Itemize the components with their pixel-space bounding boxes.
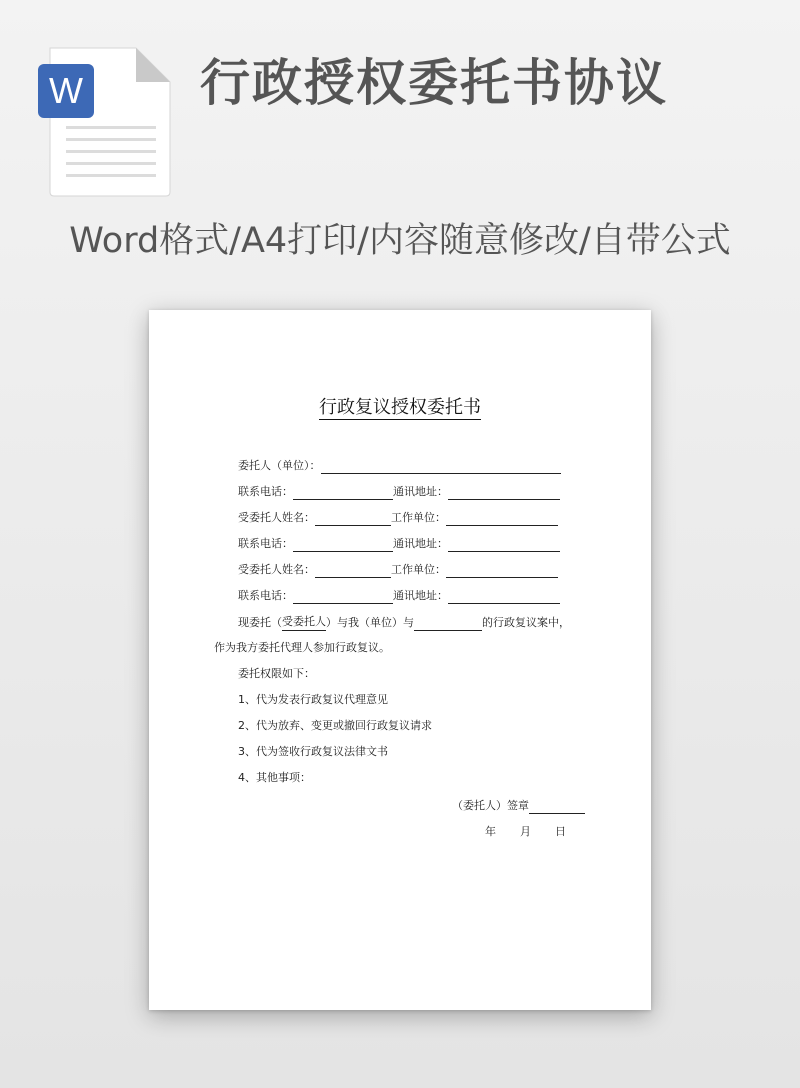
page-title: 行政授权委托书协议	[200, 54, 668, 112]
scope-item: 3、代为签收行政复议法律文书	[238, 745, 388, 758]
address-blank	[448, 487, 560, 500]
address-blank	[448, 591, 560, 604]
authorization-line-2: 作为我方委托代理人参加行政复议。	[214, 641, 390, 654]
case-blank	[414, 618, 482, 631]
contact-row	[238, 536, 560, 552]
date-month: 月	[520, 825, 531, 838]
word-badge-letter: W	[49, 70, 83, 111]
authorize-prefix: 现委托（	[238, 616, 282, 629]
authorize-suffix: 的行政复议案中，	[482, 616, 570, 629]
scope-item: 1、代为发表行政复议代理意见	[238, 693, 388, 706]
work-unit-blank	[446, 565, 558, 578]
address-blank	[448, 539, 560, 552]
phone-blank	[293, 487, 393, 500]
phone-label: 联系电话：	[238, 589, 293, 602]
agent-name-blank	[315, 513, 391, 526]
phone-blank	[293, 591, 393, 604]
principal-row	[238, 458, 561, 474]
contact-row	[238, 588, 560, 604]
scope-item: 2、代为放弃、变更或撤回行政复议请求	[238, 719, 432, 732]
phone-label: 联系电话：	[238, 537, 293, 550]
work-unit-blank	[446, 513, 558, 526]
address-label: 通讯地址：	[393, 485, 448, 498]
authorize-agent: 受委托人	[282, 614, 326, 631]
signature-blank	[529, 801, 585, 814]
address-label: 通讯地址：	[393, 589, 448, 602]
agent-name-label: 受委托人姓名：	[238, 563, 315, 576]
phone-label: 联系电话：	[238, 485, 293, 498]
authorize-mid: ）与我（单位）与	[326, 616, 414, 629]
agent-name-blank	[315, 565, 391, 578]
signature-label: （委托人）签章	[452, 799, 529, 812]
document-title: 行政复议授权委托书	[319, 397, 481, 418]
scope-item: 4、其他事项：	[238, 771, 311, 784]
scope-heading: 委托权限如下：	[238, 667, 315, 680]
work-unit-label: 工作单位：	[391, 563, 446, 576]
authorization-line-1	[238, 614, 570, 631]
phone-blank	[293, 539, 393, 552]
address-label: 通讯地址：	[393, 537, 448, 550]
agent-name-label: 受委托人姓名：	[238, 511, 315, 524]
word-file-icon	[38, 46, 172, 198]
date-day: 日	[555, 825, 566, 838]
work-unit-label: 工作单位：	[391, 511, 446, 524]
agent-row	[238, 510, 558, 526]
date-year: 年	[485, 825, 496, 838]
signature-row	[452, 798, 585, 814]
page-subtitle: Word格式/A4打印/内容随意修改/自带公式	[69, 221, 731, 261]
principal-blank	[321, 461, 561, 474]
date-row	[485, 824, 566, 840]
contact-row	[238, 484, 560, 500]
document-page	[149, 310, 651, 1010]
agent-row	[238, 562, 558, 578]
principal-label: 委托人（单位）：	[238, 459, 321, 472]
